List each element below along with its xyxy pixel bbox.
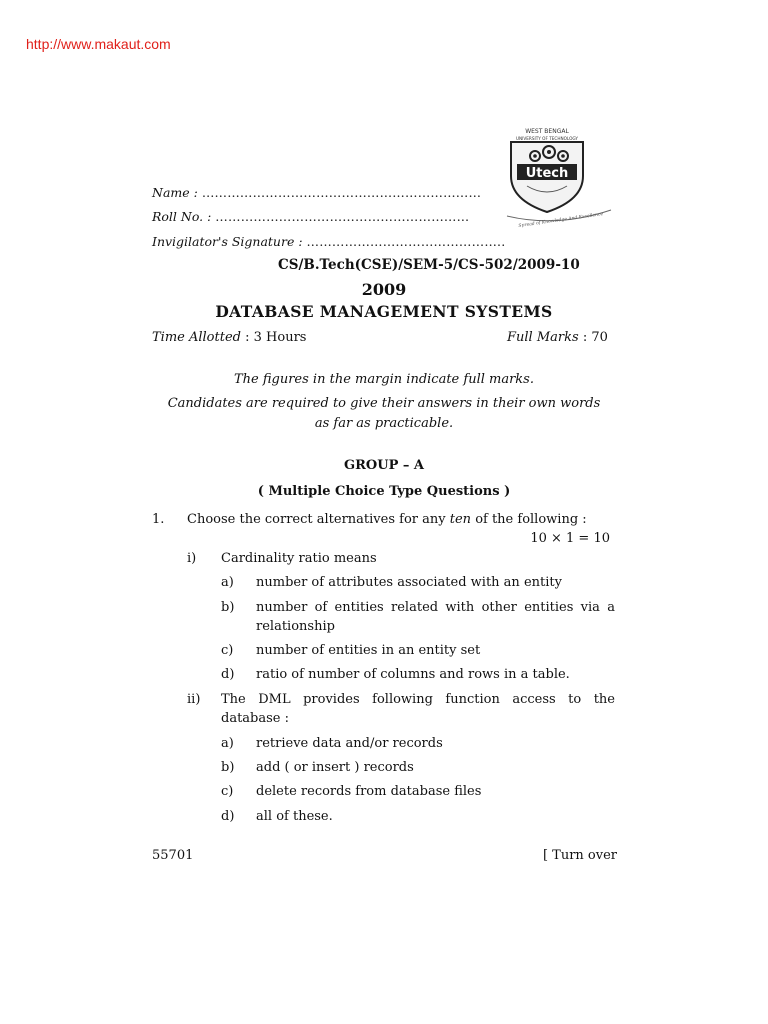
option-label: d) — [221, 809, 235, 824]
option-text-continued: relationship — [256, 619, 335, 634]
subquestion-text: Cardinality ratio means — [221, 551, 377, 566]
question-text-after: of the following : — [475, 512, 587, 527]
paper-code: CS/B.Tech(CSE)/SEM-5/CS-502/2009-10 — [278, 257, 580, 273]
svg-text:Utech: Utech — [525, 166, 569, 181]
source-url-link[interactable]: http://www.makaut.com — [26, 36, 171, 52]
exam-year: 2009 — [361, 280, 407, 299]
svg-text:UNIVERSITY OF TECHNOLOGY: UNIVERSITY OF TECHNOLOGY — [515, 136, 579, 141]
option-label: a) — [221, 575, 234, 590]
time-allotted — [152, 330, 306, 345]
group-subtitle: ( Multiple Choice Type Questions ) — [257, 484, 511, 499]
svg-text:WEST BENGAL: WEST BENGAL — [525, 128, 569, 135]
marks-label: Full Marks — [507, 330, 579, 345]
option-text: number of attributes associated with an entity — [256, 575, 562, 590]
invigilator-label: Invigilator's Signature : — [152, 234, 303, 249]
question-marks: 10 × 1 = 10 — [530, 531, 610, 546]
option-text: retrieve data and/or records — [256, 736, 443, 751]
roll-dots: …………………………………………………… — [215, 209, 470, 224]
roll-label: Roll No. : — [152, 209, 212, 224]
paper-title: DATABASE MANAGEMENT SYSTEMS — [215, 302, 553, 321]
subquestion-number: ii) — [187, 692, 201, 707]
option-label: c) — [221, 643, 234, 658]
subquestion-text: The DML provides following function access to the — [221, 692, 615, 707]
option-text: add ( or insert ) records — [256, 760, 414, 775]
option-text: number of entities related with other entities via a — [256, 600, 615, 615]
subquestion-text-continued: database : — [221, 711, 289, 726]
group-heading: GROUP – A — [344, 458, 424, 473]
question-text-emphasis: ten — [449, 512, 472, 527]
subquestion-number: i) — [187, 551, 197, 566]
turn-over-note: [ Turn over — [542, 848, 617, 863]
instruction-line-1: The figures in the margin indicate full marks. — [233, 372, 534, 387]
option-text: number of entities in an entity set — [256, 643, 481, 658]
invigilator-dots: ……………………………………….. — [306, 234, 506, 249]
instruction-line-3: as far as practicable. — [314, 416, 454, 431]
question-number: 1. — [152, 512, 165, 527]
name-dots: ………………………………………………………… — [201, 185, 482, 200]
invigilator-signature-field — [152, 234, 505, 249]
roll-number-field — [152, 209, 469, 224]
option-label: a) — [221, 736, 234, 751]
option-text: ratio of number of columns and rows in a table. — [256, 667, 570, 682]
footer-page-code: 55701 — [152, 848, 194, 863]
option-label: b) — [221, 760, 235, 775]
full-marks — [507, 330, 608, 345]
instruction-line-2: Candidates are required to give their answers in their own words — [167, 396, 601, 411]
svg-text:Spread of Knowledge And Excell: Spread of Knowledge And Excellence — [518, 212, 604, 229]
university-seal-logo — [497, 124, 615, 230]
question-text-before: Choose the correct alternatives for any — [187, 512, 446, 527]
question-text — [187, 512, 587, 527]
time-value: : 3 Hours — [245, 330, 307, 345]
option-text: all of these. — [256, 809, 333, 824]
marks-value: : 70 — [582, 330, 608, 345]
option-label: c) — [221, 784, 234, 799]
option-text: delete records from database files — [256, 784, 482, 799]
name-field — [152, 185, 481, 200]
option-label: b) — [221, 600, 235, 615]
time-label: Time Allotted — [152, 330, 241, 345]
option-label: d) — [221, 667, 235, 682]
name-label: Name : — [152, 185, 198, 200]
